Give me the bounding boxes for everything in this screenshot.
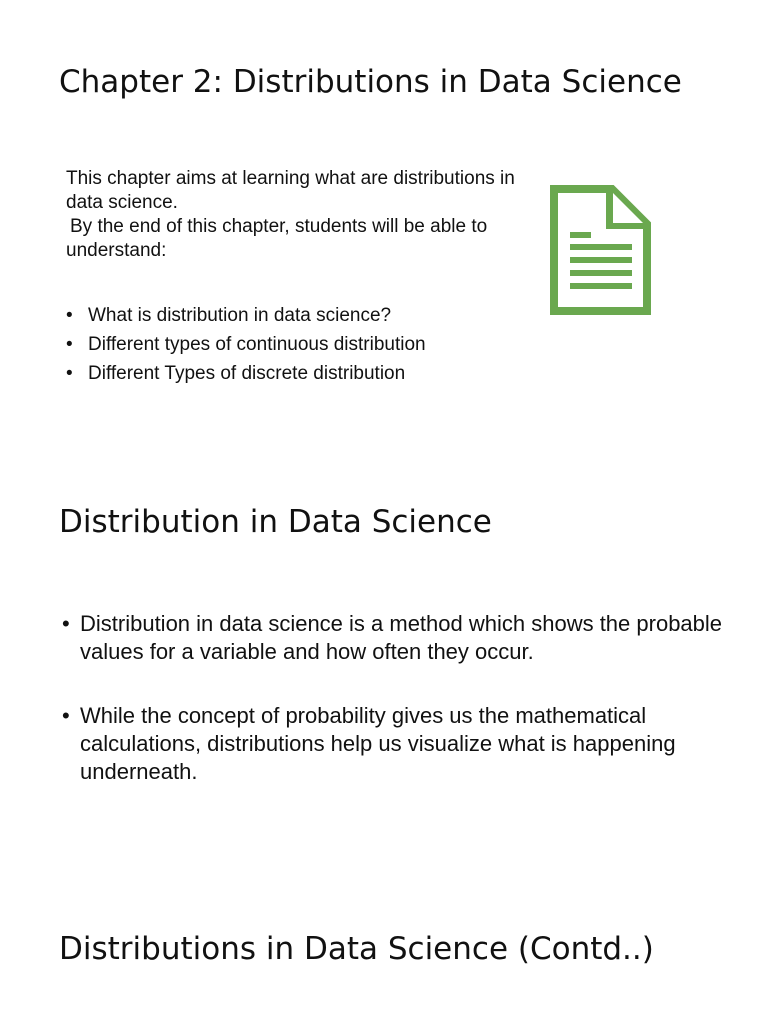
bullet-glyph: • bbox=[66, 363, 73, 384]
bullet-glyph: • bbox=[66, 305, 73, 326]
list-item-text: Distribution in data science is a method which shows the probable values for a variable and how often they occur. bbox=[80, 611, 723, 664]
bullet-glyph: • bbox=[62, 611, 70, 636]
list-item-text: Different types of continuous distribution bbox=[88, 334, 426, 355]
section-title-contd: Distributions in Data Science (Contd..) bbox=[59, 931, 654, 967]
chapter-title: Chapter 2: Distributions in Data Science bbox=[59, 64, 682, 100]
intro-outcome-text: By the end of this chapter, students will be able to understand: bbox=[66, 216, 488, 261]
chapter-intro bbox=[66, 167, 516, 263]
list-item bbox=[66, 330, 426, 359]
section-title: Distribution in Data Science bbox=[59, 504, 492, 540]
list-item-text: While the concept of probability gives us the mathematical calculations, distributions help us visualize what is happening underneath. bbox=[80, 703, 676, 784]
list-item-text: What is distribution in data science? bbox=[88, 305, 392, 326]
list-item bbox=[62, 610, 732, 666]
list-item bbox=[66, 301, 426, 330]
bullet-glyph: • bbox=[62, 703, 70, 728]
bullet-glyph: • bbox=[66, 334, 73, 355]
intro-aim-text: This chapter aims at learning what are distributions in data science. bbox=[66, 168, 515, 213]
list-item bbox=[66, 359, 426, 388]
list-item bbox=[62, 702, 732, 786]
document-icon bbox=[550, 185, 651, 315]
list-item-text: Different Types of discrete distribution bbox=[88, 363, 406, 384]
learning-outcomes-list bbox=[66, 301, 426, 388]
definition-list bbox=[62, 610, 732, 822]
